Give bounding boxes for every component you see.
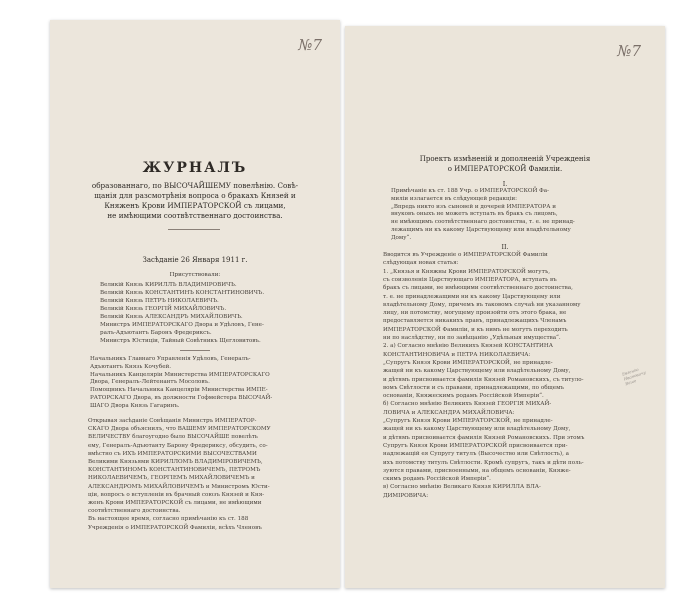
text-line: Открывая засѣданіе Совѣщанія Министръ ИМПЕРАТОР- bbox=[88, 418, 257, 424]
subtitle-line: не имѣющими соотвѣтственнаго достоинства. bbox=[107, 211, 283, 220]
text-line: Начальникъ Главнаго Управленія Удѣловъ, Генералъ- bbox=[90, 356, 251, 362]
text-line: Вводится въ Учрежденіе о ИМПЕРАТОРСКОЙ Фамиліи bbox=[383, 252, 548, 258]
text-line: 1. „Князья и Княжны Крови ИМПЕРАТОРСКОЙ могутъ, bbox=[383, 268, 551, 275]
text-line: ему, Генералъ-Адъютанту Барону Фредериксу, обсудить, со- bbox=[88, 442, 268, 449]
text-line: РАТОРСКАГО Двора, въ должности Гофмейстера ВЫСОЧАЙ- bbox=[90, 395, 273, 401]
text-line: внуковъ оныхъ не можетъ вступать въ бракъ съ лицомъ, bbox=[391, 211, 558, 218]
text-line: Великій Князь ПЕТРЪ НИКОЛАЕВИЧЪ. bbox=[100, 298, 219, 304]
text-line: лицу, ни потомству, могущему произойти отъ этого брака, не bbox=[383, 310, 567, 317]
text-line: миліи излагается въ слѣдующей редакціи: bbox=[391, 195, 518, 202]
text-line: зуются правами, присвоенными, на общемъ основаніи, Княже- bbox=[383, 467, 571, 474]
text-line: СКАГО Двора объяснилъ, что ВАШЕМУ ИМПЕРАТОРСКОМУ bbox=[88, 426, 271, 433]
page-number: №7 bbox=[298, 36, 322, 54]
text-line: Дому“. bbox=[391, 234, 412, 241]
text-line: жащей ни къ какому Царствующему или владѣтельному Дому, bbox=[383, 426, 571, 433]
section-number: II. bbox=[501, 243, 509, 251]
text-line: ихъ потомству титулъ Свѣтлости. Кромѣ супругъ, такъ и дѣти поль- bbox=[383, 459, 584, 466]
text-line: Адъютантъ Князь Кочубей. bbox=[90, 363, 172, 370]
text-line: 2. а) Согласно мнѣнію Великихъ Князей КОНСТАНТИНА bbox=[383, 343, 554, 350]
text-line: ЛОВИЧА и АЛЕКСАНДРА МИХАЙЛОВИЧА: bbox=[383, 409, 515, 416]
section-number: I. bbox=[502, 180, 508, 188]
text-line: Супругъ Князя Крови ИМПЕРАТОРСКОЙ присвоивается при- bbox=[383, 442, 568, 449]
text-line: т. е. не принадлежащими ни къ какому Царствующему или bbox=[383, 293, 561, 300]
text-line: НИКОЛАЕВИЧЕМЪ, ГЕОРГІЕМЪ МИХАЙЛОВИЧЕМЪ и bbox=[88, 475, 255, 482]
present-header: Присутствовали: bbox=[169, 272, 221, 278]
text-line: ралъ-Адъютантъ Баронъ Фредериксъ. bbox=[100, 330, 212, 336]
right-page bbox=[345, 26, 665, 588]
text-line: Великій Князь АЛЕКСАНДРЪ МИХАЙЛОВИЧЪ. bbox=[100, 314, 243, 320]
text-line: скимъ родамъ Россійской Имперіи“. bbox=[383, 476, 491, 483]
journal-title: ЖУРНАЛЪ bbox=[142, 160, 248, 176]
text-line: КОНСТАНТИНОВИЧА и ПЕТРА НИКОЛАЕВИЧА: bbox=[383, 351, 531, 358]
text-line: съ соизволенія Царствующаго ИМПЕРАТОРА, вступать въ bbox=[383, 276, 557, 283]
text-line: Начальникъ Канцеляріи Министерства ИМПЕРАТОРСКАГО bbox=[90, 371, 270, 378]
session-date: Засѣданіе 26 Января 1911 г. bbox=[142, 256, 248, 264]
text-line: Великими Князьями КИРИЛЛОМЪ ВЛАДИМІРОВИЧЕМЪ, bbox=[88, 459, 263, 465]
text-line: надлежащій ея Супругу титулъ (Высочество или Свѣтлость), а bbox=[383, 451, 569, 458]
divider bbox=[180, 350, 210, 351]
text-line: в) Согласно мнѣнію Великаго Князя КИРИЛЛА ВЛА- bbox=[383, 484, 541, 491]
text-line: Въ настоящее время, согласно примѣчанію къ ст. 188 bbox=[88, 516, 249, 523]
text-line: бракъ съ лицами, не имѣющими соотвѣтственнаго достоинства, bbox=[383, 285, 573, 292]
text-line: АЛЕКСАНДРОМЪ МИХАЙЛОВИЧЕМЪ и Министромъ Юсти- bbox=[88, 483, 270, 490]
text-line: Учрежденія о ИМПЕРАТОРСКОЙ Фамиліи, всѣхъ Членовъ bbox=[88, 524, 262, 531]
text-line: „Супругъ Князя Крови ИМПЕРАТОРСКОЙ, не принадле- bbox=[383, 418, 553, 424]
text-line: слѣдующая новая статья: bbox=[383, 260, 459, 267]
text-line: ВЕЛИЧЕСТВУ благоугодно было ВЫСОЧАЙШЕ повелѣть bbox=[88, 434, 258, 441]
page-number: №7 bbox=[617, 42, 641, 60]
divider bbox=[168, 229, 220, 230]
text-line: Двора, Генералъ-Лейтенантъ Мосоловъ. bbox=[90, 379, 210, 386]
text-line: вмѣстно съ ИХЪ ИМПЕРАТОРСКИМИ ВЫСОЧЕСТВАМИ bbox=[88, 450, 257, 457]
text-line: ДИМІРОВИЧА: bbox=[383, 492, 429, 499]
text-line: Министръ Юстиціи, Тайный Совѣтникъ Щегловитовъ. bbox=[100, 338, 261, 344]
text-line: ИМПЕРАТОРСКОЙ Фамиліи, и къ нимъ не могутъ переходить bbox=[383, 326, 568, 333]
text-line: владѣтельному Дому, причемъ въ таковомъ случаѣ ни указанному bbox=[383, 301, 581, 308]
text-line: и дѣтямъ присвоивается фамилія Князей Романовскихъ. При этомъ bbox=[383, 434, 585, 441]
text-line: Примѣчаніе къ ст. 188 Учр. о ИМПЕРАТОРСКОЙ Фа- bbox=[391, 188, 550, 194]
pencil-margin-note: Евгенію Ивановичу Ваше bbox=[621, 366, 647, 387]
text-line: лежащимъ ни къ какому Царствующему или владѣтельному bbox=[391, 227, 571, 233]
subtitle-line: Княженъ Крови ИМПЕРАТОРСКОЙ съ лицами, bbox=[104, 201, 286, 210]
text-line: ціи, вопросъ о вступленіи въ брачный союзъ Князей и Кня- bbox=[88, 491, 265, 498]
text-line: б) Согласно мнѣнію Великихъ Князей ГЕОРГІЯ МИХАЙ- bbox=[383, 401, 552, 408]
text-line: предоставляется никакихъ правъ, принадлежащихъ Членамъ bbox=[383, 318, 567, 325]
text-line: Великій Князь ГЕОРГІЙ МИХАЙЛОВИЧЪ. bbox=[100, 306, 227, 312]
text-line: вомъ Свѣтлости и съ правами, принадлежащими, по общемъ bbox=[383, 384, 564, 391]
subtitle-line: щанія для разсмотрѣнія вопроса о бракахъ Князей и bbox=[94, 191, 296, 200]
text-line: ШАГО Двора Князь Гагаринъ. bbox=[90, 402, 180, 409]
text-line: и дѣтямъ присвоивается фамилія Князей Романовскихъ, съ титуло- bbox=[383, 376, 584, 383]
text-line: „Супругъ Князя Крови ИМПЕРАТОРСКОЙ, не принадле- bbox=[383, 359, 553, 366]
text-line: „Впредь никто изъ сыновей и дочерей ИМПЕРАТОРА и bbox=[391, 203, 556, 210]
text-line: соотвѣтственнаго достоинства. bbox=[88, 508, 181, 515]
text-line: КОНСТАНТИНОМЪ КОНСТАНТИНОВИЧЕМЪ, ПЕТРОМЪ bbox=[88, 467, 261, 474]
text-line: жащей ни къ какому Царствующему или владѣтельному Дому, bbox=[383, 368, 571, 375]
subtitle-line: образованнаго, по ВЫСОЧАЙШЕМУ повелѣнію. Совѣ- bbox=[91, 181, 299, 190]
text-line: Великій Князь КОНСТАНТИНЪ КОНСТАНТИНОВИЧЪ. bbox=[100, 290, 265, 296]
text-line: Министръ ИМПЕРАТОРСКАГО Двора и Удѣловъ, Гене- bbox=[100, 322, 264, 328]
text-line: Помощникъ Начальника Канцеляріи Министерства ИМПЕ- bbox=[90, 387, 268, 394]
text-line: ни по наслѣдству, ни по завѣщанію „Удѣльныя имущества“. bbox=[383, 335, 561, 341]
text-line: женъ Крови ИМПЕРАТОРСКОЙ съ лицами, не имѣющими bbox=[88, 500, 262, 506]
left-page bbox=[50, 20, 340, 588]
text-line: Великій Князь КИРИЛЛЪ ВЛАДИМІРОВИЧЪ. bbox=[100, 282, 237, 288]
project-heading: о ИМПЕРАТОРСКОЙ Фамиліи. bbox=[447, 165, 563, 173]
project-heading: Проектъ измѣненій и дополненій Учрежденія bbox=[419, 155, 591, 163]
text-line: не имѣющимъ соотвѣтственнаго достоинства, т. е. не принад- bbox=[391, 219, 575, 226]
text-line: основаніи, Княжескимъ родамъ Россійской Имперіи“. bbox=[383, 393, 544, 400]
